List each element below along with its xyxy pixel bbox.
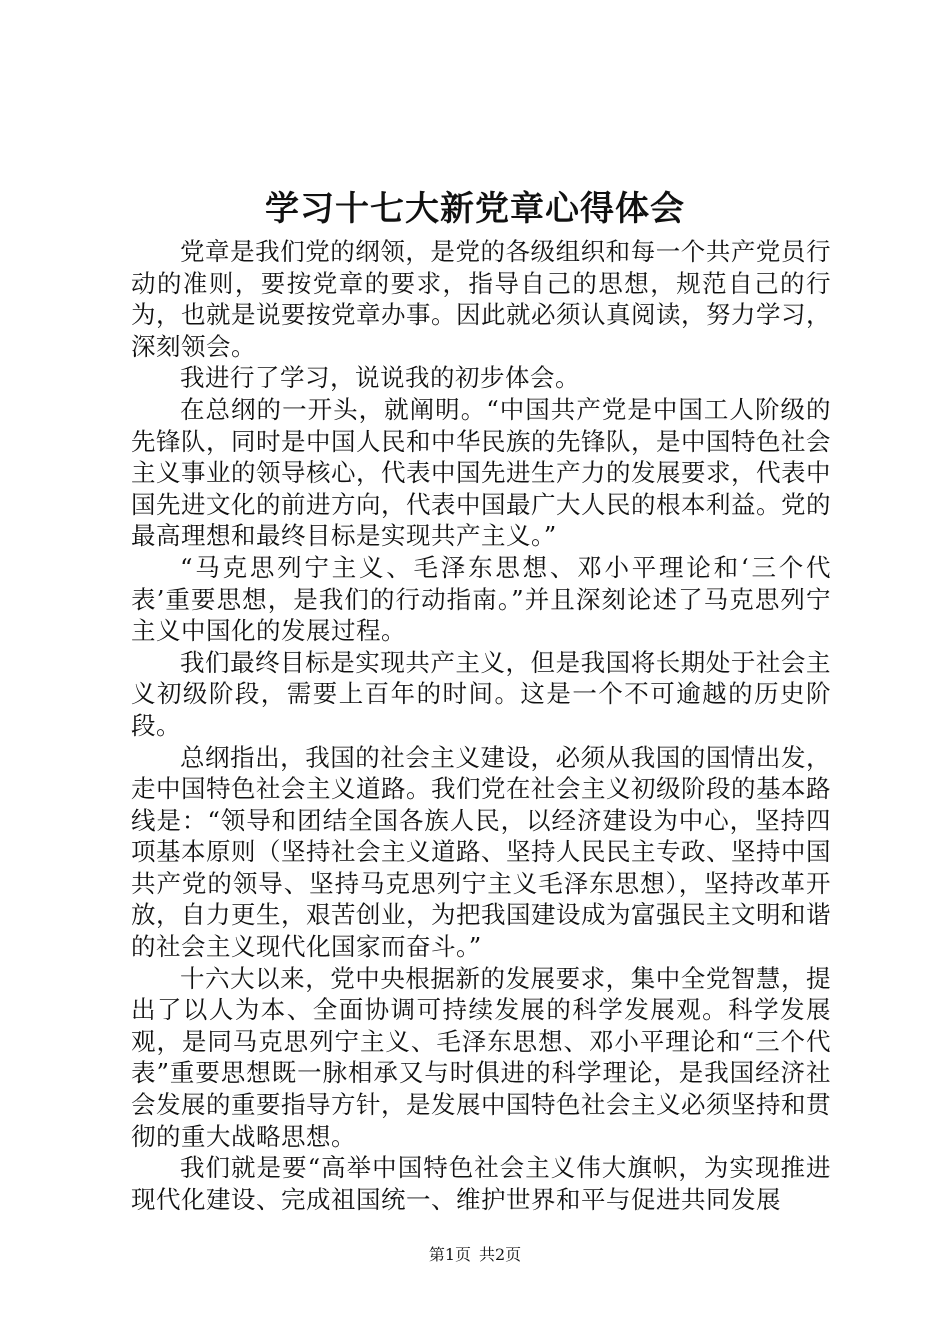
paragraph: 党章是我们党的纲领，是党的各级组织和每一个共产党员行动的准则，要按党章的要求，指导自己的思想，规范自己的行为，也就是说要按党章办事。因此就必须认真阅读，努力学习，深刻领会。	[131, 237, 831, 361]
page-total: 共2页	[479, 1245, 522, 1264]
paragraph: 我们最终目标是实现共产主义，但是我国将长期处于社会主义初级阶段，需要上百年的时间。这是一个不可逾越的历史阶段。	[131, 647, 831, 740]
document-body	[131, 236, 831, 1215]
paragraph: “马克思列宁主义、毛泽东思想、邓小平理论和‘三个代表’重要思想，是我们的行动指南。”并且深刻论述了马克思列宁主义中国化的发展过程。	[131, 552, 831, 646]
paragraph: 我进行了学习，说说我的初步体会。	[180, 363, 580, 393]
paragraph: 十六大以来，党中央根据新的发展要求，集中全党智慧，提出了以人为本、全面协调可持续发展的科学发展观。科学发展观，是同马克思列宁主义、毛泽东思想、邓小平理论和“三个代表”重要思想既一脉相承又与时俱进的科学理论，是我国经济社会发展的重要指导方针，是发展中国特色社会主义必须坚持和贯彻的重大战略思想。	[131, 963, 831, 1151]
paragraph: 我们就是要“高举中国特色社会主义伟大旗帜，为实现推进现代化建设、完成祖国统一、维护世界和平与促进共同发展	[131, 1153, 831, 1214]
document-title: 学习十七大新党章心得体会	[265, 189, 685, 229]
paragraph: 总纲指出，我国的社会主义建设，必须从我国的国情出发，走中国特色社会主义道路。我们党在社会主义初级阶段的基本路线是：“领导和团结全国各族人民，以经济建设为中心，坚持四项基本原则（坚持社会主义道路、坚持人民民主专政、坚持中国共产党的领导、坚持马克思列宁主义毛泽东思想），坚持改革开放，自力更生，艰苦创业，为把我国建设成为富强民主文明和谐的社会主义现代化国家而奋斗。”	[131, 742, 831, 962]
page-footer	[0, 1244, 950, 1266]
page-number: 第1页	[428, 1245, 471, 1264]
paragraph: 在总纲的一开头，就阐明。“中国共产党是中国工人阶级的先锋队，同时是中国人民和中华民族的先锋队，是中国特色社会主义事业的领导核心，代表中国先进生产力的发展要求，代表中国先进文化的前进方向，代表中国最广大人民的根本利益。党的最高理想和最终目标是实现共产主义。”	[131, 394, 831, 551]
